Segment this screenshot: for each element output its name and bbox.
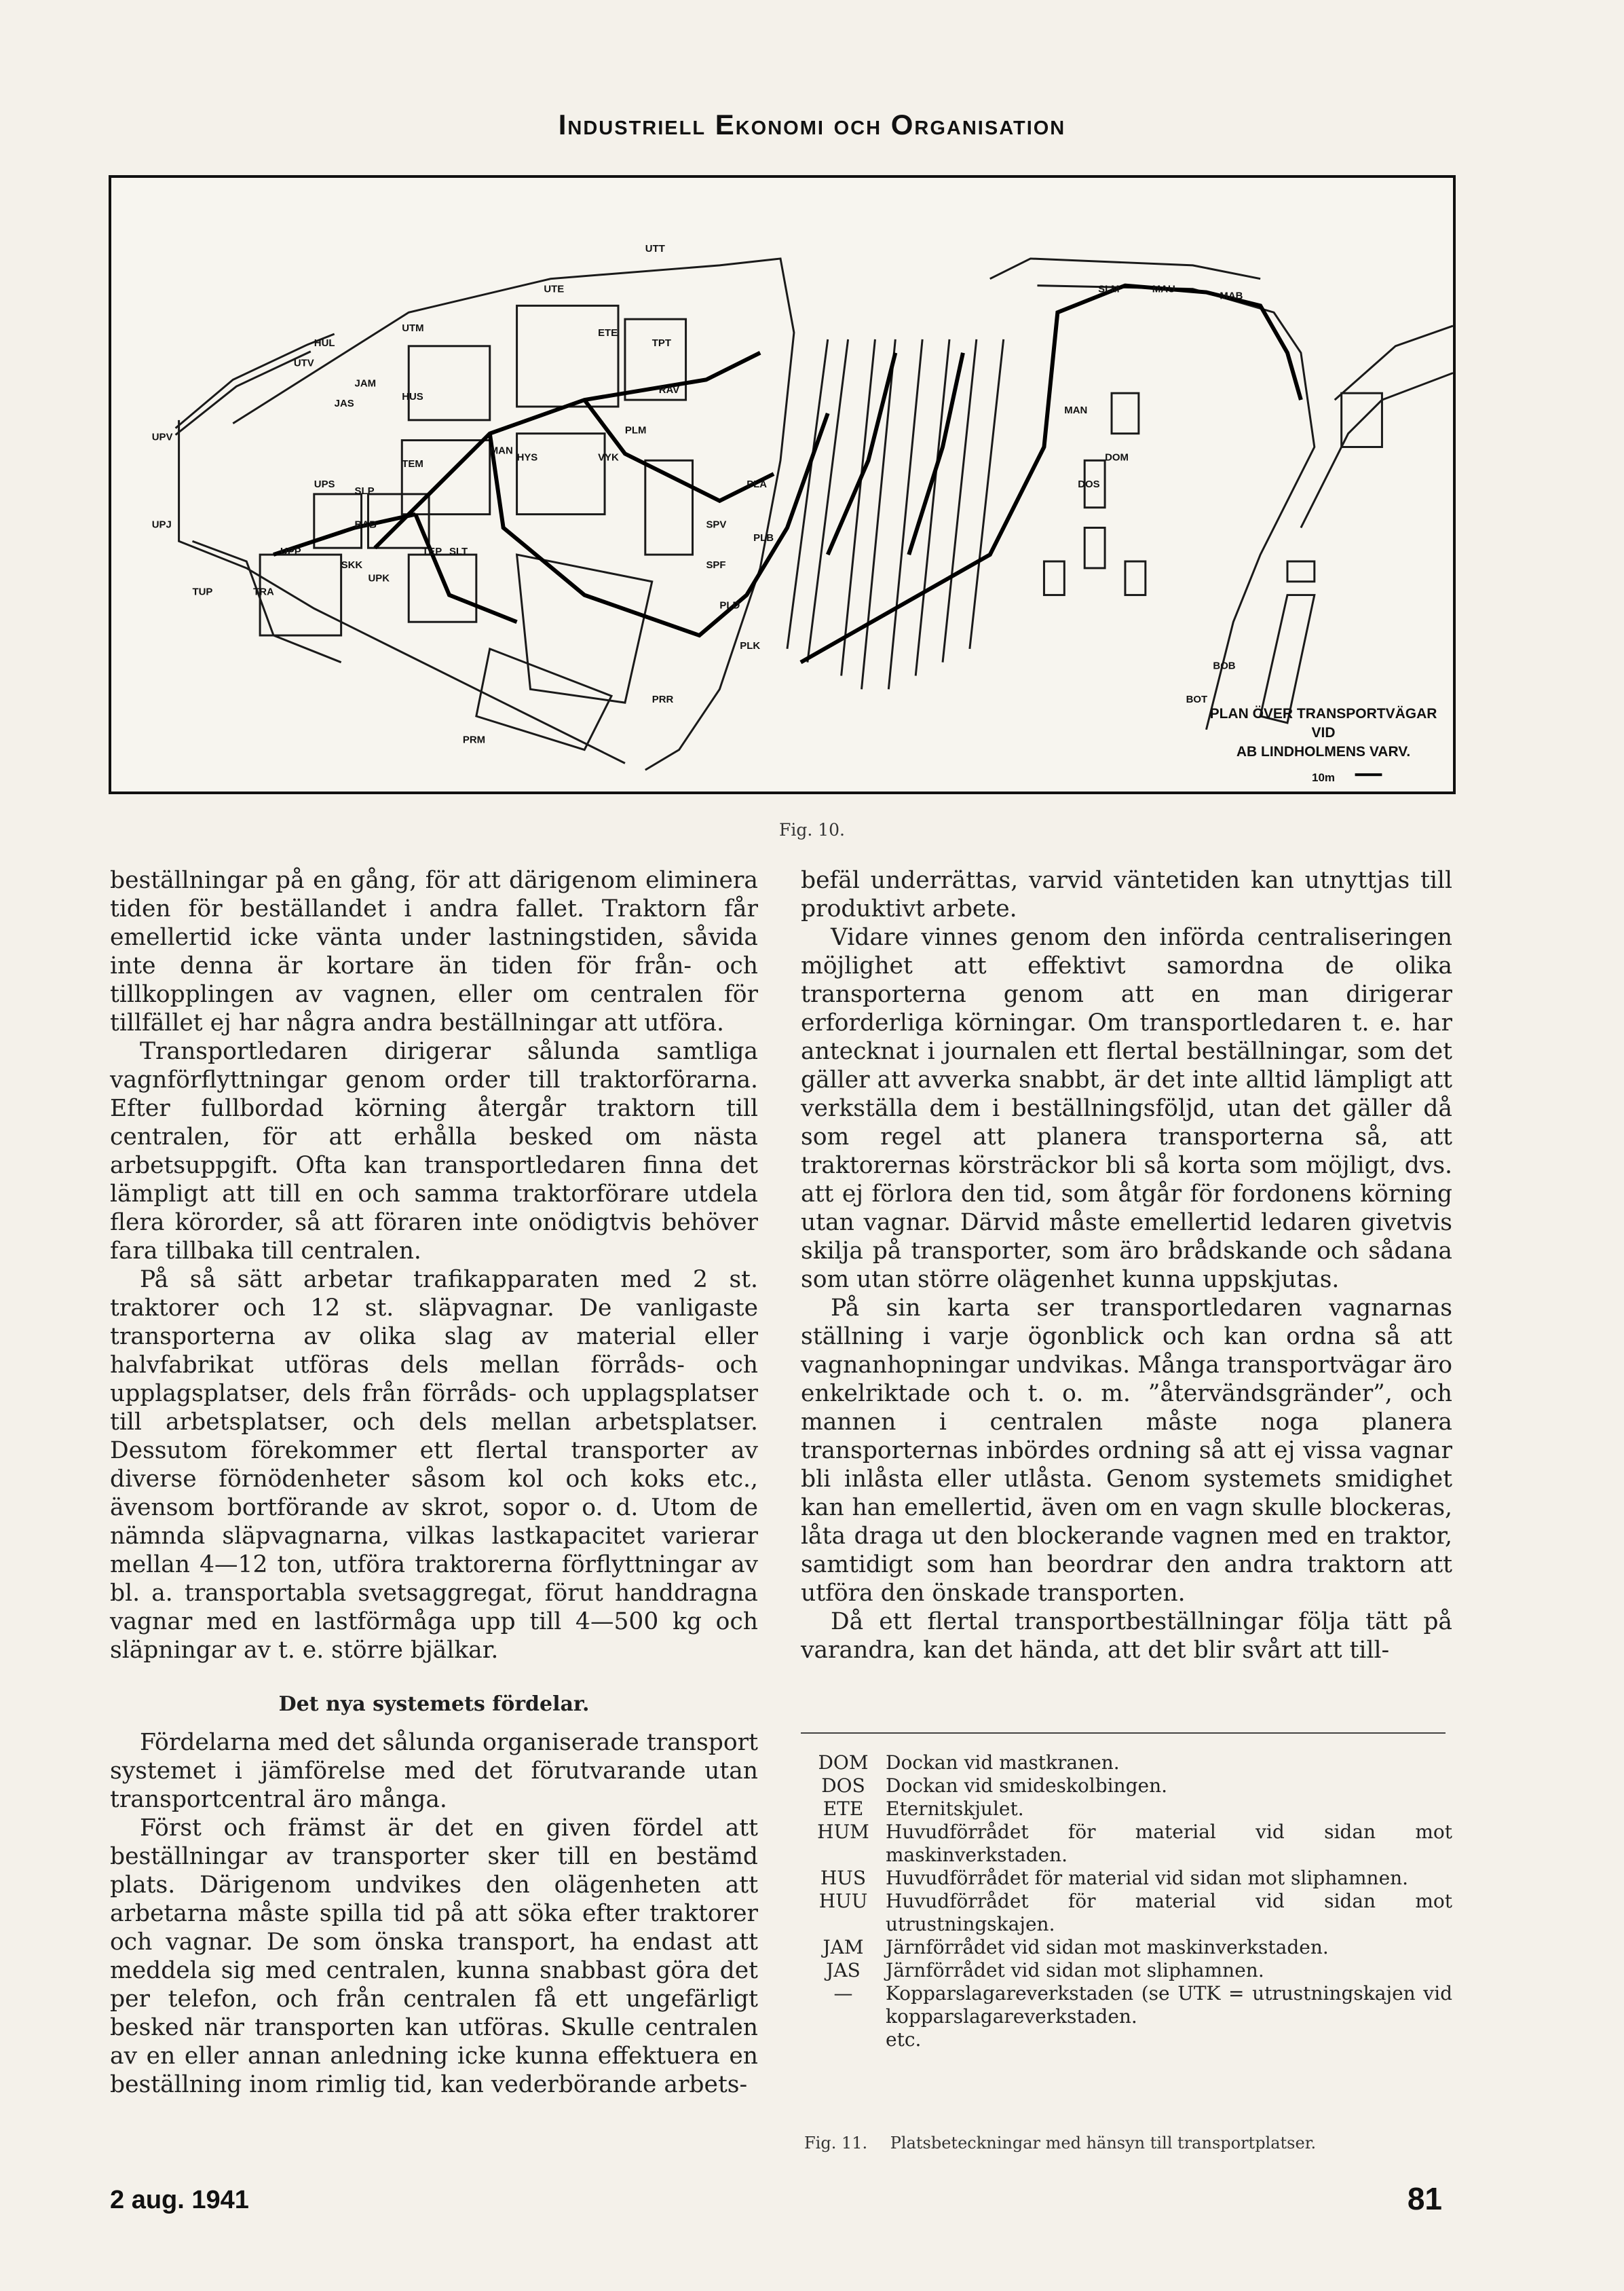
map-location-label: DOS: [1078, 479, 1100, 490]
abbreviation-row: [801, 1890, 1452, 1936]
map-location-label: SKK: [341, 559, 363, 571]
left-paragraph-1: beställningar på en gång, för att därigenom eliminera tiden för beställandet i andra fallet. Traktorn får emellertid icke vänta under lastningstiden, såvida inte denna är kortare än tiden för från- och tillkopplingen av vagnen, eller om centralen för tillfället ej har några andra beställningar att utföra.: [110, 867, 758, 1037]
map-location-label: HUS: [402, 392, 423, 403]
map-location-label: PLK: [740, 640, 761, 652]
right-paragraph-1: befäl underrättas, varvid väntetiden kan utnyttjas till produktivt arbete.: [801, 867, 1452, 923]
plan-scale: 10m: [1311, 771, 1336, 784]
map-location-label: TRA: [253, 586, 274, 598]
map-location-label: MAU: [1152, 284, 1175, 295]
abbreviation-row: [801, 2028, 1452, 2051]
map-location-label: PRR: [652, 694, 674, 706]
left-paragraph-5: Först och främst är det en given fördel att beställningar av transporter sker till en bestämd plats. Därigenom undvikes den olägenheten att arbetarna måste spilla tid på att söka efter traktorer och vagnar. De som önska transport, ha endast att meddela sig med centralen, kunna snabbast göra det per telefon, och från centralen få ett ungefärligt besked när transporten kan utföras. Skulle centralen av en eller annan anledning icke kunna effektuera en beställning inom rimlig tid, kan vederbörande arbets-: [110, 1814, 758, 2098]
abbreviation-desc: Huvudförrådet för material vid sidan mot utrustningskajen.: [886, 1890, 1452, 1935]
left-column: [110, 866, 758, 2099]
map-location-label: SPV: [706, 519, 727, 531]
map-location-label: HUL: [314, 337, 335, 349]
map-location-label: BOT: [1186, 694, 1208, 706]
abbreviation-code: JAS: [826, 1959, 861, 1981]
map-location-label: PRM: [462, 734, 486, 746]
shipyard-map: [111, 178, 1453, 791]
abbreviation-row: [801, 1751, 1452, 1774]
figure-11-label: Fig. 11.: [804, 2134, 868, 2153]
map-location-label: UPJ: [151, 519, 172, 531]
abbreviation-desc: Järnförrådet vid sidan mot sliphamnen.: [886, 1959, 1264, 1981]
abbreviation-desc: Kopparslagareverkstaden (se UTK = utrustningskajen vid kopparslagareverkstaden.: [886, 1982, 1452, 2028]
left-paragraph-3: På så sätt arbetar trafikapparaten med 2 st. traktorer och 12 st. släpvagnar. De vanligaste transporterna av olika slag av material eller halvfabrikat utföras dels mellan förråds- och upplagsplatser, dels från förråds- och upplagsplatser till arbetsplatser, och dels mellan arbetsplatser. Dessutom förekommer ett flertal transporter av diverse förnödenheter såsom kol och koks etc., ävensom bortförande av skrot, sopor o. d. Utom de nämnda släpvagnarna, vilkas lastkapacitet varierar mellan 4—12 ton, utföra traktorerna förflyttningar av bl. a. transportabla svetsaggregat, förut handdragna vagnar med en lastförmåga upp till 4—500 kg och släpningar av t. e. större bjälkar.: [110, 1266, 758, 1664]
right-paragraph-4: Då ett flertal transportbeställningar följa tätt på varandra, kan det hända, att det blir svårt att till-: [801, 1608, 1452, 1664]
abbreviation-desc: Eternitskjulet.: [886, 1798, 1024, 1820]
map-location-label: RAV: [658, 385, 680, 396]
map-location-label: TEP: [422, 546, 442, 558]
map-location-label: UTT: [645, 244, 665, 255]
issue-date: 2 aug. 1941: [110, 2186, 249, 2214]
abbreviation-code: HUU: [818, 1890, 868, 1912]
abbreviation-divider: [801, 1732, 1446, 1734]
map-location-label: UTV: [293, 358, 314, 369]
map-location-label: ETE: [598, 327, 618, 339]
right-column: [801, 866, 1452, 1664]
abbreviation-desc: Dockan vid mastkranen.: [886, 1751, 1120, 1774]
abbreviation-list: [801, 1751, 1452, 2051]
abbreviation-row: [801, 1959, 1452, 1982]
map-location-label: MAB: [1220, 291, 1243, 302]
abbreviation-code: JAM: [823, 1936, 864, 1958]
figure-11-caption: [804, 2134, 1456, 2153]
abbreviation-code: HUS: [820, 1867, 867, 1889]
abbreviation-desc: Huvudförrådet för material vid sidan mot maskinverkstaden.: [886, 1821, 1452, 1866]
transport-plan-figure: [109, 175, 1456, 794]
page-header: Industriell Ekonomi och Organisation: [558, 109, 1066, 141]
abbreviation-row: [801, 1821, 1452, 1867]
plan-legend: [1201, 705, 1446, 787]
map-location-label: PLA: [747, 479, 768, 490]
map-location-label: BAB: [354, 519, 377, 531]
abbreviation-code: DOM: [818, 1751, 869, 1774]
map-location-label: SLM: [1098, 284, 1120, 295]
map-location-label: VYK: [598, 452, 619, 464]
map-location-label: TUP: [192, 586, 213, 598]
abbreviation-row: [801, 1774, 1452, 1798]
abbreviation-code: —: [833, 1982, 853, 2005]
map-location-label: UPK: [368, 573, 390, 584]
map-location-label: SPF: [706, 559, 726, 571]
figure-11-text: Platsbeteckningar med hänsyn till transportplatser.: [890, 2134, 1317, 2153]
abbreviation-row: [801, 1982, 1452, 2028]
map-location-label: PLD: [719, 600, 740, 612]
abbreviation-code: [801, 2028, 886, 2051]
left-paragraph-4: Fördelarna med det sålunda organiserade transport systemet i jämförelse med det förutvarande utan transportcentral äro många.: [110, 1729, 758, 1813]
map-location-label: MAN: [489, 445, 513, 457]
right-paragraph-3: På sin karta ser transportledaren vagnarnas ställning i varje ögonblick och kan ordna så att vagnanhopningar undvikas. Många transportvägar äro enkelriktade och t. o. m. ”återvändsgränder”, och mannen i centralen måste noga planera transporternas inbördes ordning så att ej vissa vagnar bli inlåsta eller utlåsta. Genom systemets smidighet kan han emellertid, även om en vagn skulle blockeras, låta draga ut den blockerande vagnen med en traktor, samtidigt som han beordrar den andra traktorn att utföra den önskade transporten.: [801, 1294, 1452, 1607]
map-location-label: PLB: [753, 533, 774, 544]
abbreviation-row: [801, 1798, 1452, 1821]
plan-title-line-1: PLAN ÖVER TRANSPORTVÄGAR VID: [1209, 706, 1437, 741]
page-number: 81: [1407, 2181, 1442, 2216]
map-location-label: UTE: [544, 284, 565, 295]
map-location-label: PLM: [624, 425, 647, 436]
map-location-label: UPV: [151, 432, 173, 443]
abbreviation-desc: Dockan vid smideskolbingen.: [886, 1774, 1168, 1797]
plan-title-line-2: AB LINDHOLMENS VARV.: [1236, 744, 1411, 760]
figure-10-caption: Fig. 10.: [779, 820, 845, 840]
map-location-label: UPP: [280, 546, 301, 558]
abbreviation-desc: Huvudförrådet för material vid sidan mot sliphamnen.: [886, 1867, 1409, 1889]
map-location-label: SLT: [449, 546, 468, 558]
map-location-label: BOB: [1213, 660, 1236, 672]
map-location-label: DOM: [1105, 452, 1129, 464]
map-location-label: UPS: [314, 479, 335, 490]
abbreviation-code: HUM: [817, 1821, 869, 1843]
map-location-label: JAM: [354, 378, 377, 390]
left-paragraph-2: Transportledaren dirigerar sålunda samtliga vagnförflyttningar genom order till traktorförarna. Efter fullbordad körning återgår traktorn till centralen, för att erhålla besked om nästa arbetsuppgift. Ofta kan transportledaren finna det lämpligt att till en och samma traktorförare utdela flera körorder, så att föraren inte onödigtvis behöver fara tillbaka till centralen.: [110, 1038, 758, 1265]
map-location-label: TEM: [402, 459, 423, 470]
map-location-label: SLP: [354, 485, 375, 497]
right-paragraph-2: Vidare vinnes genom den införda centraliseringen möjlighet att effektivt samordna de olika transporterna genom att en man dirigerar erforderliga körningar. Om transportledaren t. e. har antecknat i journalen ett flertal beställningar, som det gäller att avverka snabbt, är det inte alltid lämpligt att verkställa dem i beställningsföljd, utan det gäller då som regel att planera transporterna så, att traktorernas körsträckor bli så korta som möjligt, dvs. att ej förlora den tid, som åtgår för fordonens körning utan vagnar. Därvid måste emellertid ledaren givetvis skilja på transporter, som äro brådskande och sådana som utan större olägenhet kunna uppskjutas.: [801, 924, 1452, 1293]
map-location-label: MAN: [1064, 405, 1088, 416]
abbreviation-code: DOS: [821, 1774, 865, 1797]
abbreviation-code: ETE: [823, 1798, 864, 1820]
section-subheading: Det nya systemets fördelar.: [278, 1692, 590, 1716]
map-location-label: JAS: [334, 398, 354, 410]
abbreviation-row: [801, 1936, 1452, 1959]
abbreviation-row: [801, 1867, 1452, 1890]
map-location-label: TPT: [652, 337, 671, 349]
abbreviation-desc: Järnförrådet vid sidan mot maskinverkstaden.: [886, 1936, 1329, 1958]
map-location-label: HYS: [516, 452, 538, 464]
abbreviation-desc: etc.: [886, 2028, 922, 2051]
map-location-label: UTM: [402, 323, 424, 334]
